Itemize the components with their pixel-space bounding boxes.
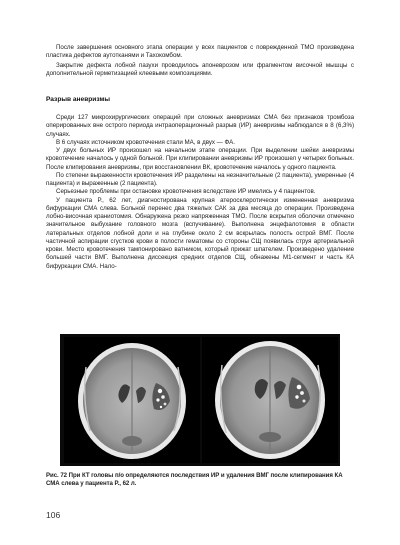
- ct-figure: [60, 334, 340, 466]
- figure-caption: Рис. 72 При КТ головы п/о определяются последствия ИР и удаления ВМГ после клипирования КА СМА слева у пациента Р., 62 л.: [46, 472, 343, 488]
- paragraph: У двух больных ИР произошел на начальном этапе операции. При выделении шейки аневризмы кровотечение началось у одной больной. При клипировании аневризмы ИР произошел у четырех больных. После клипирования аневризмы, при восстановлении ВК, кровотечение началось у одного пациента.: [46, 147, 354, 171]
- paragraph: Серьезные проблемы при остановке кровотечения вследствие ИР имелись у 4 пациентов.: [56, 188, 316, 196]
- paragraph: По степени выраженности кровотечения ИР разделены на незначительные (2 пациента), умеренные (4 пациента) и выраженные (2 пациента).: [46, 171, 354, 187]
- section-heading-block: [46, 96, 354, 104]
- ct-scan-left: [64, 337, 200, 463]
- ct-scan-left-image: [64, 337, 200, 463]
- ct-scan-right-image: [202, 337, 338, 463]
- paragraph: В 6 случаях источником кровотечения стали МА, в двух — ФА.: [56, 138, 235, 146]
- section-text-block: [46, 114, 354, 271]
- paragraph: Закрытие дефекта лобной пазухи проводилось апоневрозом или фрагментом височной мышцы с дополнительной герметизацией клеевыми композициями.: [46, 62, 354, 78]
- page-number: 106: [46, 510, 61, 520]
- section-heading: Разрыв аневризмы: [46, 96, 110, 103]
- paragraph: После завершения основного этапа операции у всех пациентов с поврежденной ТМО произведена пластика дефектов аутотканями и Тахокомбом.: [46, 44, 354, 60]
- intro-text-block: [46, 44, 354, 79]
- ct-scan-right: [202, 337, 338, 463]
- paragraph: Среди 127 микрохирургических операций при сложных аневризмах СМА без признаков тромбоза оперированных вне острого периода интраоперационный разрыв (ИР) аневризмы наблюдался в 8 (6,3%) случаях.: [46, 114, 354, 138]
- paragraph: У пациента Р., 62 лет, диагностирована крупная атеросклеротически измененная аневризма бифуркации СМА слева. Больной перенес два тяжелых САК за два месяца до операции. Произведена лобно-височная краниотомия. Обнаружена резко напряженная ТМО. После вскрытия оболочки отмечено значительное выбухание головного мозга (вспучивание). Выполнена энцефалотомия в области латеральных отделов лобной доли и на глубине около 2 см вскрылась полость острой ВМГ. После частичной аспирации сгустков крови в полости гематомы со стороны СЩ появилась струя артериальной крови. Место кровотечения тампонировано ватником, который прижат шпателем. Произведено удаление большей части ВМГ. Выполнена диссекция средних отделов СЩ, обнажены М1-сегмент и часть КА бифуркации СМА. Нало-: [46, 196, 354, 270]
